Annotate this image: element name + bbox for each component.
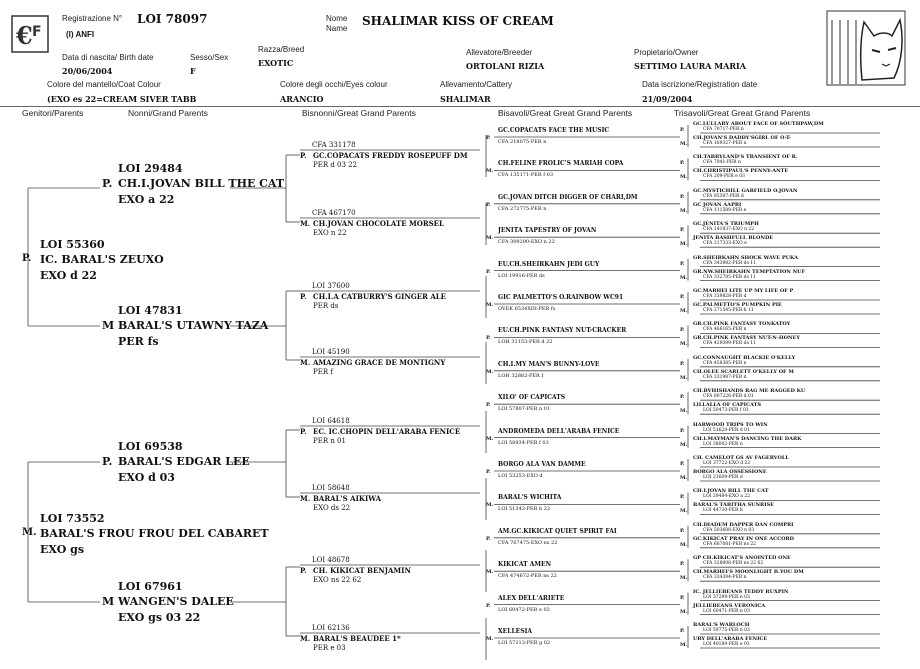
gggp-name: GC.COPACATS FACE THE MUSIC <box>498 127 610 134</box>
g5-reg: CFA 85307-PER d <box>703 193 744 199</box>
g5-prefix: P. <box>680 327 685 334</box>
ggp-prefix: M. <box>300 494 311 503</box>
parent-prefix: P. <box>22 253 32 264</box>
g5-reg: LOI 57299-PER n 03 <box>703 594 750 600</box>
gggp-prefix: M. <box>486 435 494 442</box>
g5-prefix: M. <box>680 608 688 615</box>
ggp-reg: LOI 37600 <box>312 282 350 290</box>
breeder-label: Allevatore/Breeder <box>466 48 533 57</box>
grandparent-prefix: M <box>102 595 115 608</box>
g5-prefix: P. <box>680 527 685 534</box>
gggp-reg: CFA 135171-PER f 03 <box>498 172 554 179</box>
g5-prefix: M. <box>680 642 688 648</box>
g5-name: GC.PALMETTO'S PUMPKIN PIE <box>693 302 782 308</box>
col-great-grandparents: Bisnonni/Great Grand Parents <box>302 108 416 118</box>
gggp-name: XELLESIA <box>498 628 533 635</box>
g5-name: GC.MYSTICHILL GARFIELD O.JOVAN <box>693 187 798 194</box>
ggp-reg: LOI 64618 <box>312 417 350 425</box>
g5-reg: CFA 503608-EXO n 03 <box>703 527 755 533</box>
g5-name: CH. CAMELOT GS AV FAGERVOLL <box>693 455 789 461</box>
gggp-name: BARAL'S WICHITA <box>498 494 562 502</box>
g5-reg: CFA 70717-PER n <box>703 127 744 132</box>
name-label: Nome <box>326 14 348 23</box>
g5-name: GC.LULLABY ABOUT FACE OF SOUTHPAW,DM <box>693 121 824 127</box>
g5-reg: LOI 60471-PER n 03 <box>703 608 750 614</box>
gggp-reg: LOI 57807-PER n 01 <box>498 406 551 413</box>
g5-name: IC. JELLIEBEANS TEDDY RUXPIN <box>693 588 789 595</box>
g5-prefix: M. <box>680 408 688 415</box>
gggp-name: EU.CH.SHEIRKAHN JEDI GUY <box>498 260 600 268</box>
g5-prefix: M. <box>680 141 688 147</box>
g5-name: CH.I.JOVAN BILL THE CAT <box>693 488 769 495</box>
g5-prefix: P. <box>680 628 685 634</box>
parent-prefix: M. <box>22 527 37 538</box>
g5-prefix: P. <box>680 461 685 467</box>
ggp-prefix: M. <box>300 634 311 643</box>
parent-color: EXO gs <box>40 543 85 556</box>
dob: 20/06/2004 <box>62 66 113 76</box>
grandparent-color: EXO a 22 <box>118 193 175 206</box>
ggp-prefix: P. <box>300 566 307 575</box>
g5-name: CH.CHRISTIPAUL'S PENNY-ANTE <box>693 168 789 175</box>
gggp-reg: LOI 53253-EXO d <box>498 473 543 479</box>
g5-name: CH.JOVAN'S DADDY'SGIRL OF O-T- <box>693 135 791 141</box>
g5-name: HARWOOD TRIPS TO WIN <box>693 421 768 428</box>
gggp-prefix: P. <box>486 469 491 475</box>
parent-name: BARAL'S FROU FROU DEL CABARET <box>40 527 269 540</box>
g5-name: GC JOVAN AAPRI <box>693 201 742 208</box>
g5-prefix: M. <box>680 575 688 582</box>
g5-prefix: P. <box>680 193 685 200</box>
grandparent-color: EXO gs 03 22 <box>118 611 201 624</box>
g5-reg: LOI 50473-PER f 03 <box>703 408 749 414</box>
g5-name: BORGO ALA OSSESSIONE <box>693 469 767 475</box>
gggp-name: KIKICAT AMEN <box>498 561 552 569</box>
sex-label: Sesso/Sex <box>190 53 229 62</box>
coat-label: Colore del mantello/Coat Colour <box>47 80 161 89</box>
g5-prefix: P. <box>680 127 685 133</box>
g5-name: JENITA BASHFULL BLONDE <box>693 235 774 242</box>
g5-reg: LOI 21609-PER d <box>703 475 743 480</box>
gggp-name: CH.FELINE FROLIC'S MARIAH COPA <box>498 160 624 168</box>
grandparent-color: EXO d 03 <box>118 471 175 484</box>
gggp-name: AM.GC.KIKICAT QUIET SPIRIT FAI <box>498 527 617 535</box>
gggp-name: GIC PALMETTO'S O.RAINBOW WC91 <box>498 294 624 301</box>
ggp-name: GC.COPACATS FREDDY ROSEPUFF DM <box>313 151 468 160</box>
regdate: 21/09/2004 <box>642 94 693 104</box>
g5-name: CH.OLEE SCARLETT O'KELLY OF M <box>693 368 794 375</box>
gggp-prefix: P. <box>486 535 491 542</box>
gggp-prefix: P. <box>486 402 491 409</box>
g5-reg: CFA 217333-EXO e <box>703 241 747 247</box>
eyes-label: Colore degli occhi/Eyes colour <box>280 80 388 89</box>
g5-reg: CFA 141837-EXO n 22 <box>703 227 755 233</box>
g5-reg: LOI 40189-PER e 03 <box>703 642 750 647</box>
g5-name: BARAL'S WARLOCH <box>693 622 750 628</box>
g5-name: GC.MARHEI LITE UP MY LIFE OF P <box>693 288 794 294</box>
g5-prefix: M. <box>680 441 688 448</box>
ggp-reg: LOI 48678 <box>312 556 350 564</box>
g5-name: CH.BVHISHANDS RAG ME RAGGED KU <box>693 388 806 395</box>
coat: (EXO es 22=CREAM SIVER TABB <box>47 94 197 104</box>
gggp-name: BORGO ALA VAN DAMME <box>498 461 586 468</box>
g5-reg: LOI 51620-PER d 01 <box>703 427 750 433</box>
cat-name: SHALIMAR KISS OF CREAM <box>362 14 554 28</box>
gggp-reg: CFA 218075-PER n <box>498 139 547 145</box>
grandparent-color: PER fs <box>118 335 159 348</box>
grandparent-prefix: M <box>102 319 115 332</box>
ggp-color: EXO ns 22 62 <box>313 576 362 584</box>
g5-name: GP CH.KIKICAT'S ANOINTED ONE <box>693 555 791 562</box>
gggp-name: CH.I.MY MAN'S BUNNY-LOVE <box>498 360 600 368</box>
ggp-name: CH. KIKICAT BENJAMIN <box>313 566 411 575</box>
gggp-reg: CFA 767475-EXO ns 22 <box>498 539 558 546</box>
owner-label: Propietario/Owner <box>634 48 699 57</box>
gggp-reg: CFA 474672-PER ns 22 <box>498 573 557 580</box>
gggp-reg: CFA 272775-PER n <box>498 205 547 212</box>
g5-name: GC.CONNAUGHT BLACKIE O'KELLY <box>693 354 796 361</box>
ggp-reg: CFA 331178 <box>312 141 356 149</box>
gggp-prefix: P. <box>486 135 491 141</box>
gggp-prefix: P. <box>486 268 491 275</box>
g5-reg: LOI 59775-PER n 03 <box>703 628 750 633</box>
g5-prefix: P. <box>680 394 685 401</box>
gggp-prefix: M. <box>486 235 494 242</box>
g5-reg: LOI 44730-PER h <box>703 508 743 514</box>
g5-prefix: M. <box>680 241 688 248</box>
g5-reg: CFA 111589-PER e <box>703 207 747 213</box>
g5-prefix: P. <box>680 494 685 501</box>
g5-reg: CFA 332785-PER ds 11 <box>703 274 757 280</box>
grandparent-reg: LOI 29484 <box>118 162 183 175</box>
gggp-prefix: M. <box>486 502 494 509</box>
gggp-prefix: M. <box>486 302 494 308</box>
g5-prefix: M. <box>680 207 688 214</box>
g5-prefix: M. <box>680 475 688 481</box>
g5-name: GR.SHEIRKAHN SHOCK WAVE PUKA <box>693 254 799 261</box>
owner: SETTIMO LAURA MARIA <box>634 61 746 71</box>
g5-prefix: P. <box>680 594 685 601</box>
g5-prefix: M. <box>680 508 688 515</box>
g5-reg: LOI 38002-PER n <box>703 441 743 447</box>
g5-name: GC.JENITA'S TRIUMPH <box>693 221 759 228</box>
ggp-prefix: M. <box>300 358 311 367</box>
col-gggg-parents: Trisavoli/Great Great Grand Parents <box>674 108 811 118</box>
g5-reg: CFA 339828-PER d <box>703 294 747 299</box>
g5-name: CH.TABBYLAND'S TRANSIENT OF R. <box>693 154 798 161</box>
ggp-reg: LOI 45190 <box>312 348 350 356</box>
ggp-prefix: P. <box>300 151 307 160</box>
reg-label: Registrazione N° <box>62 14 123 23</box>
gggp-prefix: M. <box>486 368 494 375</box>
g5-reg: CFA 331987-PER d <box>703 374 747 380</box>
grandparent-prefix: P. <box>102 177 113 190</box>
ggp-name: AMAZING GRACE DE MONTIGNY <box>313 358 446 367</box>
ggp-name: CH.I.A CATBURRY'S GINGER ALE <box>313 292 447 301</box>
g5-reg: CFA 209-PER e 03 <box>703 174 745 180</box>
ggp-color: PER n 01 <box>313 437 346 445</box>
col-grandparents: Nonni/Grand Parents <box>128 108 208 118</box>
sex: F <box>190 66 196 76</box>
gggp-prefix: M. <box>486 569 494 576</box>
ggp-reg: LOI 58648 <box>312 484 350 492</box>
g5-reg: CFA 458385-PER n <box>703 360 747 366</box>
col-parents: Genitori/Parents <box>22 108 84 118</box>
parent-reg: LOI 55360 <box>40 238 105 251</box>
gggp-reg: LOI 57213-PER g 02 <box>498 640 551 646</box>
grandparent-reg: LOI 69538 <box>118 440 183 453</box>
eyes: ARANCIO <box>280 94 324 104</box>
g5-reg: CFA 343982-PER ds 11 <box>703 260 757 266</box>
g5-prefix: P. <box>680 160 685 167</box>
gggp-name: EU.CH.PINK FANTASY NUT-CRACKER <box>498 327 627 335</box>
gggp-reg: LOI 60472-PER e 03 <box>498 606 550 613</box>
gggp-reg: CFA 309290-EXO n 22 <box>498 239 555 246</box>
g5-reg: CFA 807226-PER d 01 <box>703 394 754 400</box>
ggp-color: EXO n 22 <box>313 229 347 237</box>
ggp-prefix: P. <box>300 427 307 436</box>
grandparent-name: CH.I.JOVAN BILL THE CAT <box>118 177 285 190</box>
parent-name: IC. BARAL'S ZEUXO <box>40 253 164 266</box>
g5-prefix: M. <box>680 174 688 181</box>
g5-name: BARAL'S TABITHA SUNRISE <box>693 502 774 509</box>
ggp-reg: LOI 62136 <box>312 624 350 632</box>
ggp-color: PER ds <box>313 302 339 310</box>
g5-name: CH.DIADEM DAPPER DAN COMPRI <box>693 521 794 528</box>
g5-reg: CFA 667081-PER ns 22 <box>703 541 757 547</box>
g5-prefix: P. <box>680 294 685 300</box>
g5-prefix: P. <box>680 561 685 568</box>
g5-prefix: M. <box>680 274 688 281</box>
g5-name: GR.NW.SHEIRKAHN TEMPTATION NUF <box>693 268 806 275</box>
gggp-reg: OVEK 6534XIII-PER fs <box>498 306 556 312</box>
ggp-name: BARAL'S BEAUDEE 1* <box>313 634 401 643</box>
gggp-name: JENITA TAPESTRY OF JOVAN <box>498 227 597 235</box>
grandparent-reg: LOI 67961 <box>118 580 183 593</box>
cattery-label: Allevamento/Cattery <box>440 80 513 89</box>
ggp-color: PER e 03 <box>313 644 346 652</box>
g5-prefix: P. <box>680 427 685 434</box>
reg-number: LOI 78097 <box>137 12 208 26</box>
cattery: SHALIMAR <box>440 94 491 104</box>
g5-prefix: M. <box>680 308 688 314</box>
g5-name: GR.CH.PINK FANTASY NUT-N-HONEY <box>693 335 800 342</box>
g5-reg: CFA 429399-PER ds 11 <box>703 341 757 347</box>
grandparent-name: WANGEN'S DALEE <box>118 595 234 608</box>
g5-name: GR.CH.PINK FANTASY TONKATOY <box>693 321 791 328</box>
g5-reg: CFA 169327-PER n <box>703 141 747 146</box>
dob-label: Data di nascita/ Birth date <box>62 53 154 62</box>
ggp-color: EXO ds 22 <box>313 504 351 512</box>
svg-text:€: € <box>16 21 33 50</box>
ggp-prefix: P. <box>300 292 307 301</box>
gggp-reg: LOH 31153-PER d 22 <box>498 339 553 346</box>
gggp-name: XILO' OF CAPICATS <box>498 394 566 402</box>
ggp-prefix: M. <box>300 219 311 228</box>
g5-name: JELLIEBEANS VERONICA <box>693 602 766 609</box>
ggp-name: EC. IC.CHOPIN DELL'ARABA FENICE <box>313 427 461 436</box>
g5-reg: CFA 334384-PER n <box>703 575 747 581</box>
breed: EXOTIC <box>258 58 294 68</box>
gggp-reg: LOI 19916-PER ds <box>498 272 545 279</box>
ggp-name: BARAL'S AIKIWA <box>313 494 382 503</box>
g5-prefix: P. <box>680 260 685 267</box>
ggp-reg: CFA 467170 <box>312 209 356 217</box>
gggp-prefix: P. <box>486 335 491 342</box>
federation: (I) ANFI <box>66 30 95 39</box>
g5-reg: CFA 271545-PER h 11 <box>703 308 754 313</box>
col-great-great-grandparents: Bisavoli/Great Great Grand Parents <box>498 108 633 118</box>
regdate-label: Data iscrizione/Registration date <box>642 80 758 89</box>
g5-reg: LOI 37722-EXO d 22 <box>703 461 751 466</box>
gggp-prefix: M. <box>486 636 494 642</box>
g5-name: CH.MARHEI'S MOONLIGHT B.YOU DM <box>693 569 804 576</box>
breeder: ORTOLANI RIZIA <box>466 61 545 71</box>
gggp-name: GC.JOVAN DITCH DIGGER OF CHARI,DM <box>498 193 638 201</box>
ggp-name: CH.JOVAN CHOCOLATE MORSEL <box>313 219 444 228</box>
g5-reg: CFA 328008-PER ns 22 62 <box>703 561 764 567</box>
ggp-color: PER d 03 22 <box>313 161 358 169</box>
gggp-name: ANDROMEDA DELL'ARABA FENICE <box>498 427 620 435</box>
g5-prefix: P. <box>680 227 685 234</box>
gggp-reg: LOI 58934-PER f 03 <box>498 439 549 446</box>
g5-prefix: M. <box>680 341 688 348</box>
grandparent-name: BARAL'S EDGAR LEE <box>118 455 250 468</box>
gggp-reg: LOH 32882-PER f <box>498 372 544 379</box>
g5-name: URY DELL'ARABA FENICE <box>693 636 768 642</box>
g5-name: GC.KIKICAT PRAY IN ONE ACCORD <box>693 535 794 542</box>
gggp-prefix: P. <box>486 201 491 208</box>
g5-reg: LOI 29484-EXO a 22 <box>703 494 751 500</box>
g5-reg: CFA 466165-PER n <box>703 327 747 333</box>
gggp-prefix: M. <box>486 168 494 175</box>
grandparent-name: BARAL'S UTAWNY TAZA <box>118 319 269 332</box>
parent-color: EXO d 22 <box>40 269 97 282</box>
gggp-name: ALEX DELL'ARIETE <box>498 594 565 602</box>
g5-prefix: P. <box>680 360 685 367</box>
gggp-reg: LOI 51343-PER h 22 <box>498 506 551 513</box>
grandparent-reg: LOI 47831 <box>118 304 183 317</box>
gggp-prefix: P. <box>486 602 491 609</box>
svg-text:F: F <box>32 24 42 40</box>
g5-name: LILLALLA OF CAPICATS <box>693 402 761 409</box>
parent-reg: LOI 73552 <box>40 512 105 525</box>
g5-reg: CFA 7041-PER n <box>703 160 741 166</box>
breed-label: Razza/Breed <box>258 45 305 54</box>
g5-name: CH.I.MAYMAN'S DANCING THE DARK <box>693 435 802 442</box>
ggp-color: PER f <box>313 368 333 376</box>
name-label-en: Name <box>326 24 348 33</box>
grandparent-prefix: P. <box>102 455 113 468</box>
g5-prefix: M. <box>680 541 688 548</box>
g5-prefix: M. <box>680 374 688 381</box>
